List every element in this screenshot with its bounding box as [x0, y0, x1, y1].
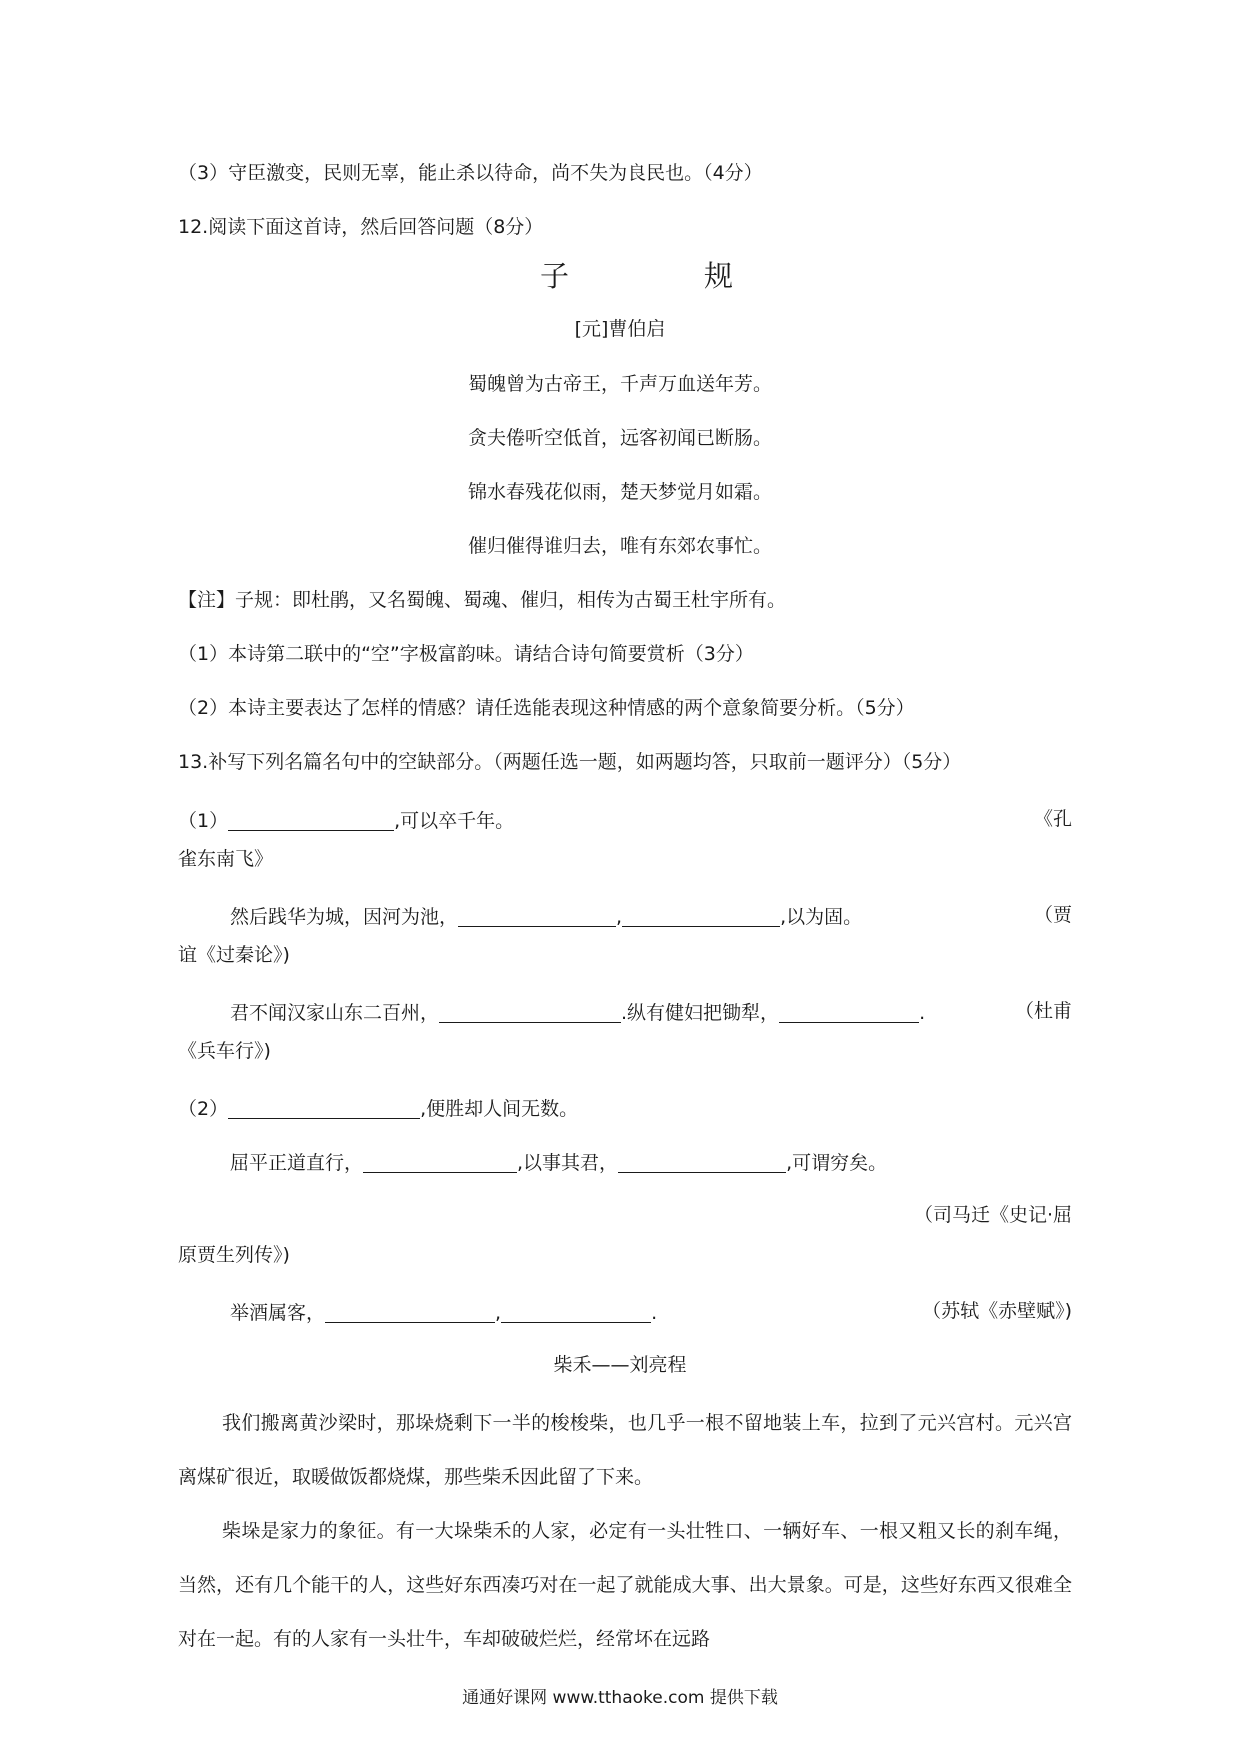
verse-text: 举酒属客， — [230, 1302, 326, 1324]
q13-p1-a-source-2: 雀东南飞》 — [178, 848, 274, 870]
article-title: 柴禾——刘亮程 — [553, 1354, 687, 1376]
item-number: （2） — [178, 1098, 229, 1120]
verse-text: ,可谓穷矣。 — [786, 1152, 888, 1174]
verse-text: ,以为固。 — [780, 906, 863, 928]
poem-author: [元]曹伯启 — [574, 318, 666, 340]
q12-question-2: （2）本诗主要表达了怎样的情感？请任选能表现这种情感的两个意象简要分析。（5分） — [178, 697, 915, 719]
q11-item3: （3）守臣激变，民则无辜，能止杀以待命，尚不失为良民也。（4分） — [178, 162, 763, 184]
q13-p2-c-source: （苏轼《赤壁赋》) — [922, 1300, 1072, 1322]
verse-text: , — [616, 906, 623, 928]
verse-text: 君不闻汉家山东二百州， — [230, 1002, 440, 1024]
answer-blank[interactable] — [779, 1002, 919, 1023]
verse-text: 屈平正道直行， — [230, 1152, 364, 1174]
item-number: （1） — [178, 810, 229, 832]
q12-header: 12.阅读下面这首诗，然后回答问题（8分） — [178, 216, 544, 238]
poem-line-4: 催归催得谁归去，唯有东郊农事忙。 — [467, 535, 772, 557]
q13-p2-b-source-2: 原贾生列传》) — [178, 1244, 290, 1266]
poem-line-3: 锦水春残花似雨，楚天梦觉月如霜。 — [467, 481, 772, 503]
q13-p1-line-a — [178, 810, 514, 831]
answer-blank[interactable] — [325, 1302, 495, 1323]
verse-text: . — [651, 1302, 658, 1324]
q13-p1-line-c — [230, 1002, 925, 1023]
verse-text: .纵有健妇把锄犁， — [621, 1002, 780, 1024]
q12-question-1: （1）本诗第二联中的“空”字极富韵味。请结合诗句简要赏析（3分） — [178, 643, 754, 665]
verse-text: ,可以卒千年。 — [394, 810, 515, 832]
answer-blank[interactable] — [363, 1152, 517, 1173]
answer-blank[interactable] — [458, 906, 616, 927]
q13-header: 13.补写下列名篇名句中的空缺部分。（两题任选一题，如两题均答，只取前一题评分）（5分） — [178, 751, 962, 773]
q13-p2-line-a — [178, 1098, 578, 1119]
verse-text: 然后践华为城，因河为池， — [230, 906, 459, 928]
verse-text: . — [919, 1002, 926, 1024]
answer-blank[interactable] — [439, 1002, 621, 1023]
q13-p2-line-c — [230, 1302, 657, 1323]
q13-p2-b-source-1: （司马迁《史记·屈 — [913, 1204, 1072, 1226]
poem-note: 【注】子规：即杜鹃，又名蜀魄、蜀魂、催归，相传为古蜀王杜宇所有。 — [178, 589, 787, 611]
q13-p1-a-source-1: 《孔 — [1033, 808, 1072, 830]
poem-line-2: 贪夫倦听空低首，远客初闻已断肠。 — [467, 427, 772, 449]
q13-p1-c-source-1: （杜甫 — [1014, 1000, 1072, 1022]
poem-line-1: 蜀魄曾为古帝王，千声万血送年芳。 — [467, 373, 772, 395]
verse-text: ,便胜却人间无数。 — [420, 1098, 579, 1120]
answer-blank[interactable] — [228, 1098, 420, 1119]
answer-blank[interactable] — [618, 1152, 786, 1173]
q13-p2-line-b — [230, 1152, 887, 1173]
poem-title-char2: 规 — [704, 259, 734, 293]
verse-text: , — [495, 1302, 502, 1324]
q13-p1-line-b — [230, 906, 862, 927]
answer-blank[interactable] — [228, 810, 394, 831]
q13-p1-b-source-1: （贾 — [1033, 904, 1072, 926]
q13-p1-b-source-2: 谊《过秦论》) — [178, 944, 290, 966]
page-footer: 通通好课网 www.tthaoke.com 提供下载 — [462, 1688, 778, 1708]
verse-text: ,以事其君， — [517, 1152, 619, 1174]
article-paragraph-2: 柴垛是家力的象征。有一大垛柴禾的人家，必定有一头壮牲口、一辆好车、一根又粗又长的刹车绳，当然，还有几个能干的人，这些好东西凑巧对在一起了就能成大事、出大景象。可是，这些好东西又很难全对在一起。有的人家有一头壮牛，车却破破烂烂，经常坏在远路 — [178, 1520, 1072, 1650]
poem-title-char1: 子 — [540, 259, 570, 293]
article-paragraph-1: 我们搬离黄沙梁时，那垛烧剩下一半的梭梭柴，也几乎一根不留地装上车，拉到了元兴宫村。元兴宫离煤矿很近，取暖做饭都烧煤，那些柴禾因此留了下来。 — [178, 1412, 1072, 1488]
answer-blank[interactable] — [501, 1302, 651, 1323]
answer-blank[interactable] — [622, 906, 780, 927]
q13-p1-c-source-2: 《兵车行》) — [178, 1040, 271, 1062]
